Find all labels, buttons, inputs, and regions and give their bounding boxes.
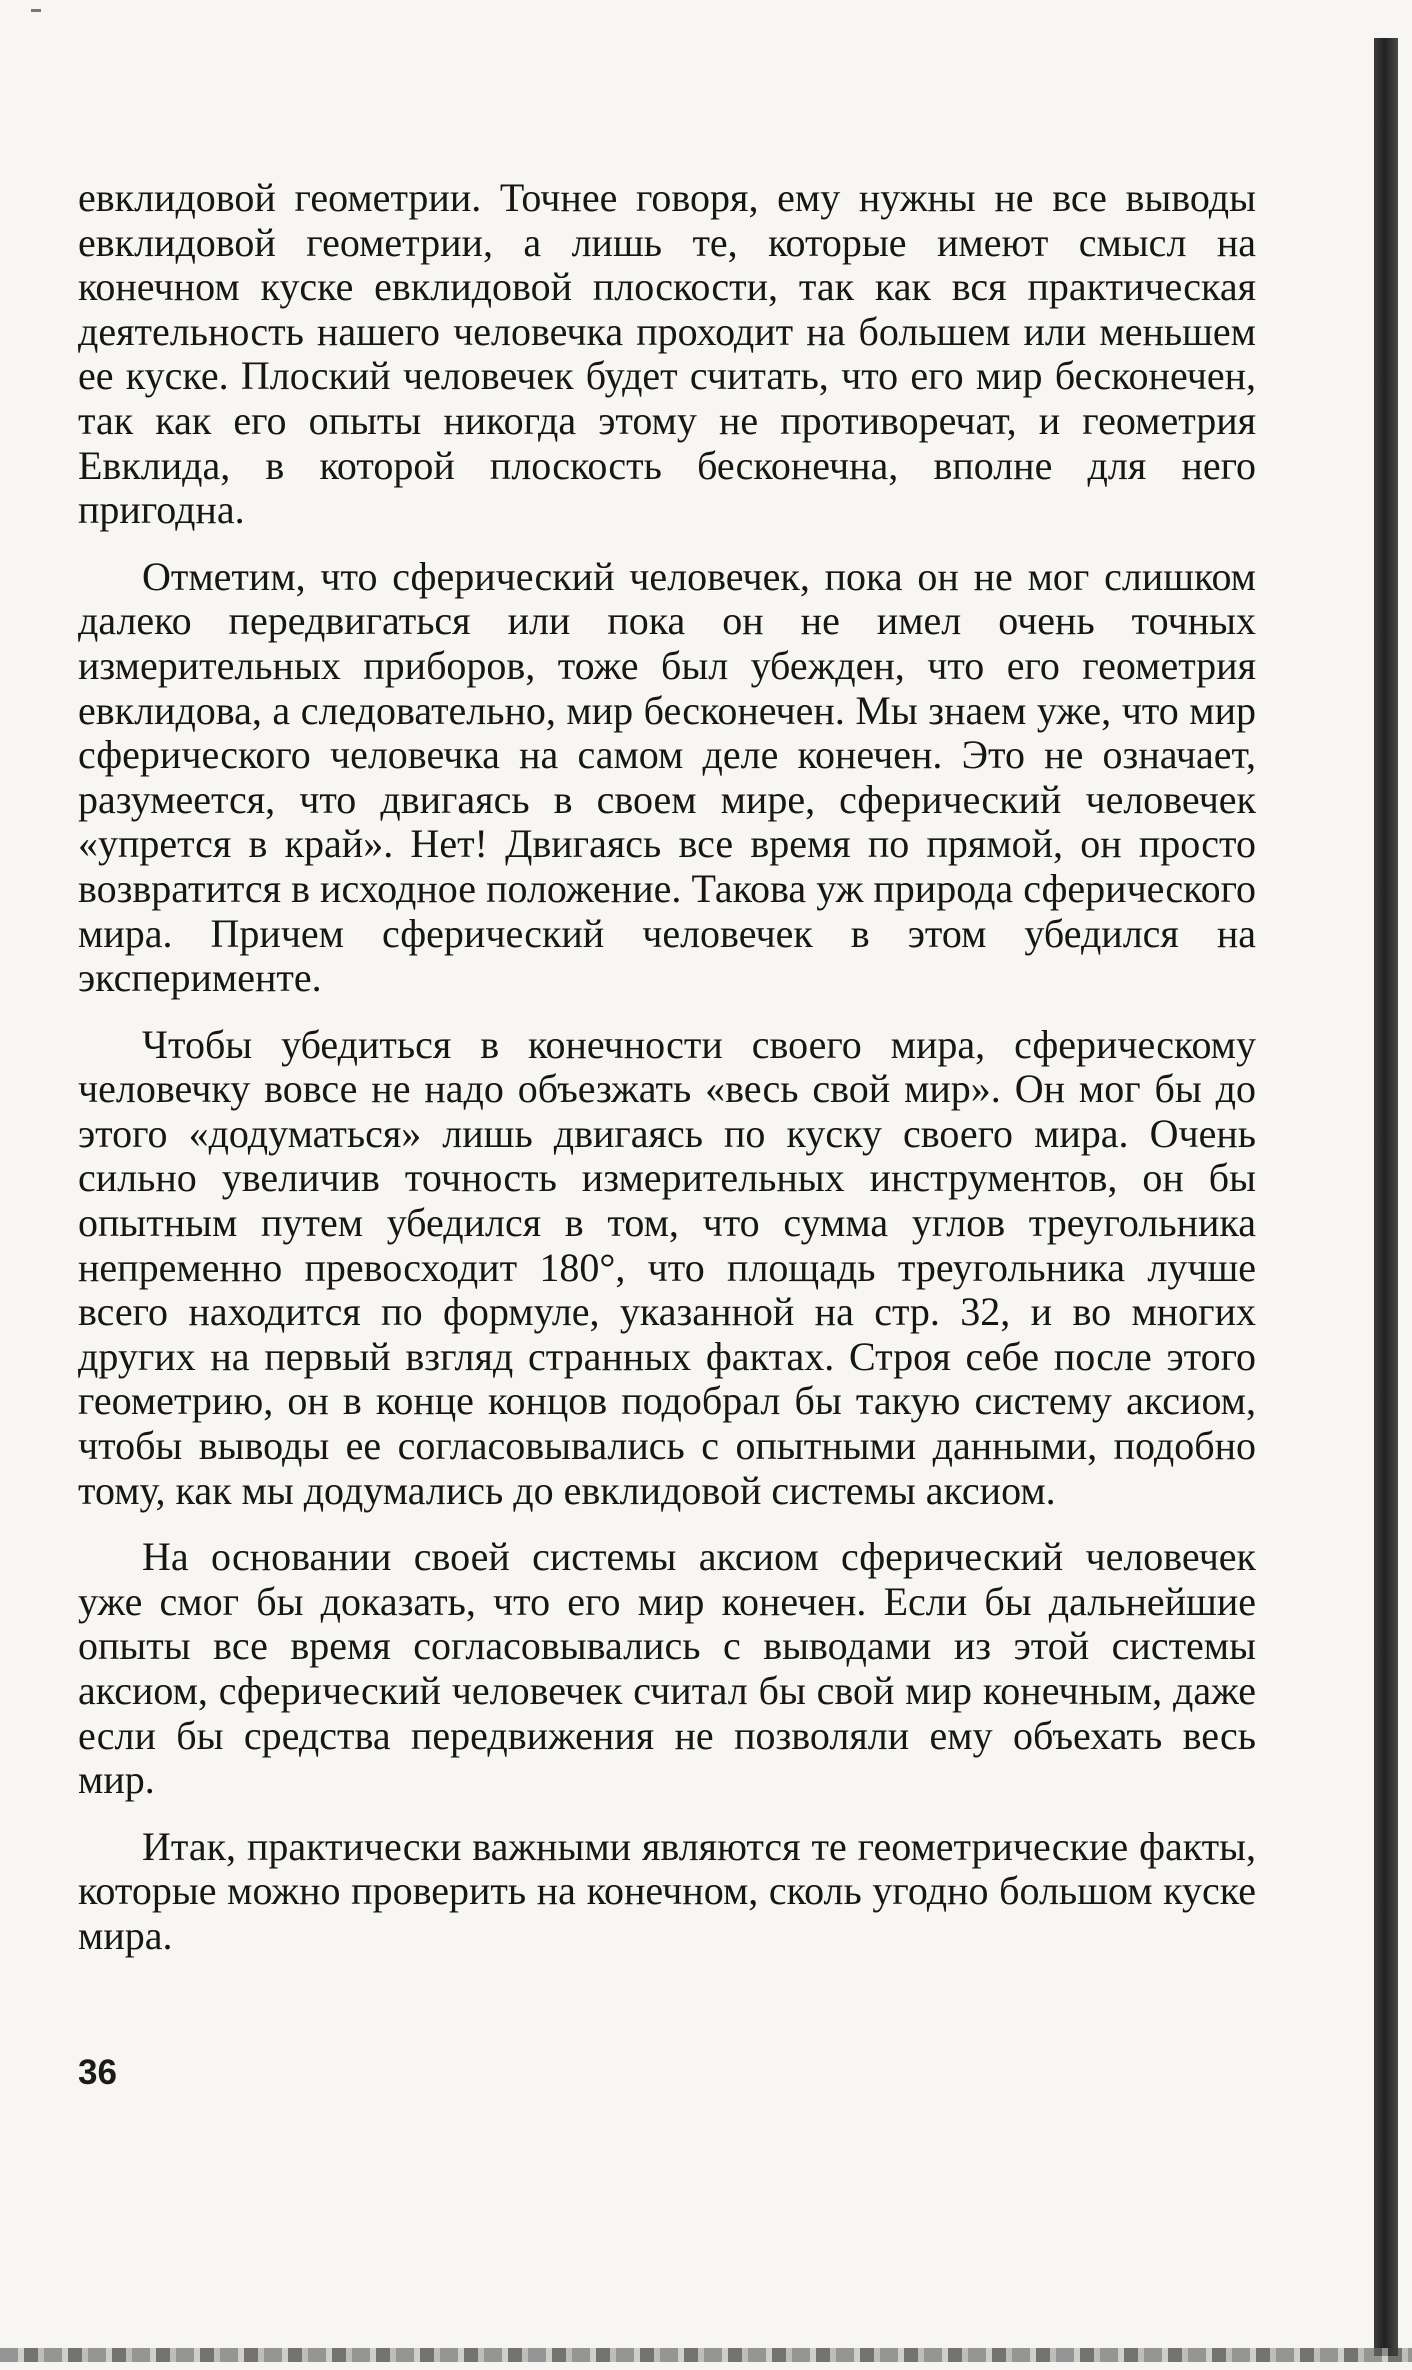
page-text: [78, 176, 1256, 1981]
page-edge-shadow: [1374, 38, 1398, 2356]
paragraph-3: Чтобы убедиться в конечности своего мира, сферическому человечку вовсе не надо объезжать «весь свой мир». Он мог бы до этого «додуматься» лишь двигаясь по куску своего мира. Очень сильно увеличив точность измерительных инструментов, он бы опытным путем убедился в том, что сумма углов треугольника непременно превосходит 180°, что площадь треугольника лучше всего находится по формуле, указанной на стр. 32, и во многих других на первый взгляд странных фактах. Строя себе после этого геометрию, он в конце концов подобрал бы такую систему аксиом, чтобы выводы ее согласовывались с опытными данными, подобно тому, как мы додумались до евклидовой системы аксиом.: [78, 1021, 1256, 1513]
page-number: 36: [78, 2053, 117, 2092]
paragraph-2: Отметим, что сферический человечек, пока он не мог слишком далеко передвигаться или пока он не имел очень точных измерительных приборов, тоже был убежден, что его геометрия евклидова, а следовательно, мир бесконечен. Мы знаем уже, что мир сферического человечка на самом деле конечен. Это не означает, разумеется, что двигаясь в своем мире, сферический человечек «упрется в край». Нет! Двигаясь все время по прямой, он просто возвратится в исходное положение. Такова уж природа сферического мира. Причем сферический человечек в этом убедился на эксперименте.: [78, 553, 1256, 1001]
paragraph-4: На основании своей системы аксиом сферический человечек уже смог бы доказать, что его мир конечен. Если бы дальнейшие опыты все время согласовывались с выводами из этой системы аксиом, сферический человечек считал бы свой мир конечным, даже если бы средства передвижения не позволяли ему объехать весь мир.: [78, 1534, 1256, 1803]
paragraph-1: евклидовой геометрии. Точнее говоря, ему нужны не все выводы евклидовой геометрии, а лишь те, которые имеют смысл на конечном куске евклидовой плоскости, так как вся практическая деятельность нашего человечка проходит на большем или меньшем ее куске. Плоский человечек будет считать, что его мир бесконечен, так как его опыты никогда этому не противоречат, и геометрия Евклида, в которой плоскость бесконечна, вполне для него пригодна.: [78, 175, 1256, 533]
paragraph-5: Итак, практически важными являются те геометрические факты, которые можно проверить на конечном, сколь угодно большом куске мира.: [78, 1823, 1256, 1958]
bottom-edge-shadow: [0, 2348, 1412, 2362]
scan-mark: [31, 9, 41, 12]
